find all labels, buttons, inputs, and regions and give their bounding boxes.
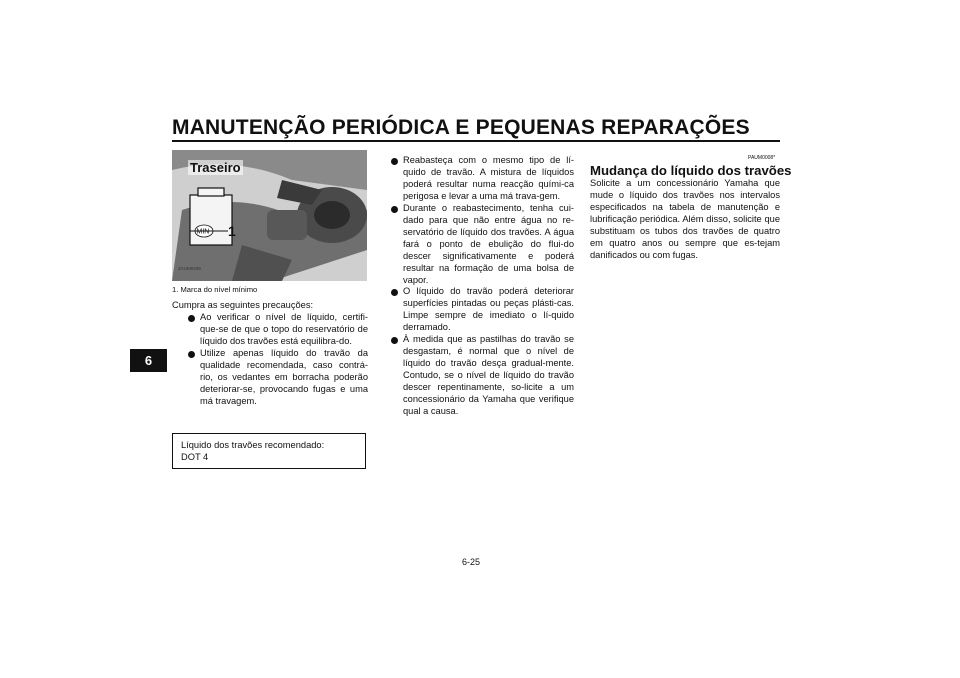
section-body: Solicite a um concessionário Yamaha que mude o líquido dos travões nos intervalos especificados na tabela de manutenção e lubrificação periódica. Além disso, solicite que substituam os tubos dos travões de quatro em quatro anos ou sempre que es-tejam danificados ou com fugas. — [590, 178, 780, 260]
min-level-mark: MIN — [196, 228, 210, 236]
page-title: MANUTENÇÃO PERIÓDICA E PEQUENAS REPARAÇÕES — [172, 116, 750, 139]
callout-number: 1 — [228, 223, 236, 239]
figure-label: Traseiro — [190, 160, 241, 175]
recommended-fluid-box — [172, 433, 366, 469]
header-divider — [172, 140, 780, 142]
precautions-list-left — [184, 312, 368, 408]
list-item: O líquido do travão poderá deteriorar superfícies pintadas ou peças plásti-cas. Limpe sempre de imediato o lí-quido derramado. — [387, 286, 574, 334]
list-item: Utilize apenas líquido do travão da qualidade recomendada, caso contrá-rio, os vedantes em borracha poderão deteriorar-se, provocando fugas e uma má travagem. — [184, 348, 368, 408]
chapter-tab: 6 — [130, 349, 167, 372]
precautions-intro: Cumpra as seguintes precauções: — [172, 300, 314, 310]
list-item: À medida que as pastilhas do travão se desgastam, é normal que o nível de líquido do travão desça gradual-mente. Contudo, se o nível de líquido do travão descer repentinamente, so-licite a um concessionário da Yamaha que verifique qual a causa. — [387, 334, 574, 418]
precautions-list-middle — [387, 155, 574, 418]
reservoir-figure — [172, 150, 367, 281]
recommended-fluid-label: Líquido dos travões recomendado: — [181, 440, 325, 450]
section-heading: Mudança do líquido dos travões — [590, 163, 792, 178]
figure-code: ZAUM0409 — [178, 266, 201, 271]
page-number: 6-25 — [462, 557, 481, 567]
list-item: Durante o reabastecimento, tenha cui-dado para que não entre água no re-servatório de líquido dos travões. A água fará o ponto de ebulição do flui-do descer significativamente e poderá resultar na formação de uma bolsa de vapor. — [387, 203, 574, 287]
list-item: Ao verificar o nível de líquido, certifi-que-se de que o topo do reservatório de líquido dos travões está equilibra-do. — [184, 312, 368, 348]
figure-caption: 1. Marca do nível mínimo — [172, 285, 258, 294]
recommended-fluid-value: DOT 4 — [181, 452, 209, 462]
list-item: Reabasteça com o mesmo tipo de lí-quido de travão. A mistura de líquidos poderá resultar numa reacção quími-ca perigosa e levar a uma má trava-gem. — [387, 155, 574, 203]
section-code: PAUM0008* — [748, 155, 776, 161]
